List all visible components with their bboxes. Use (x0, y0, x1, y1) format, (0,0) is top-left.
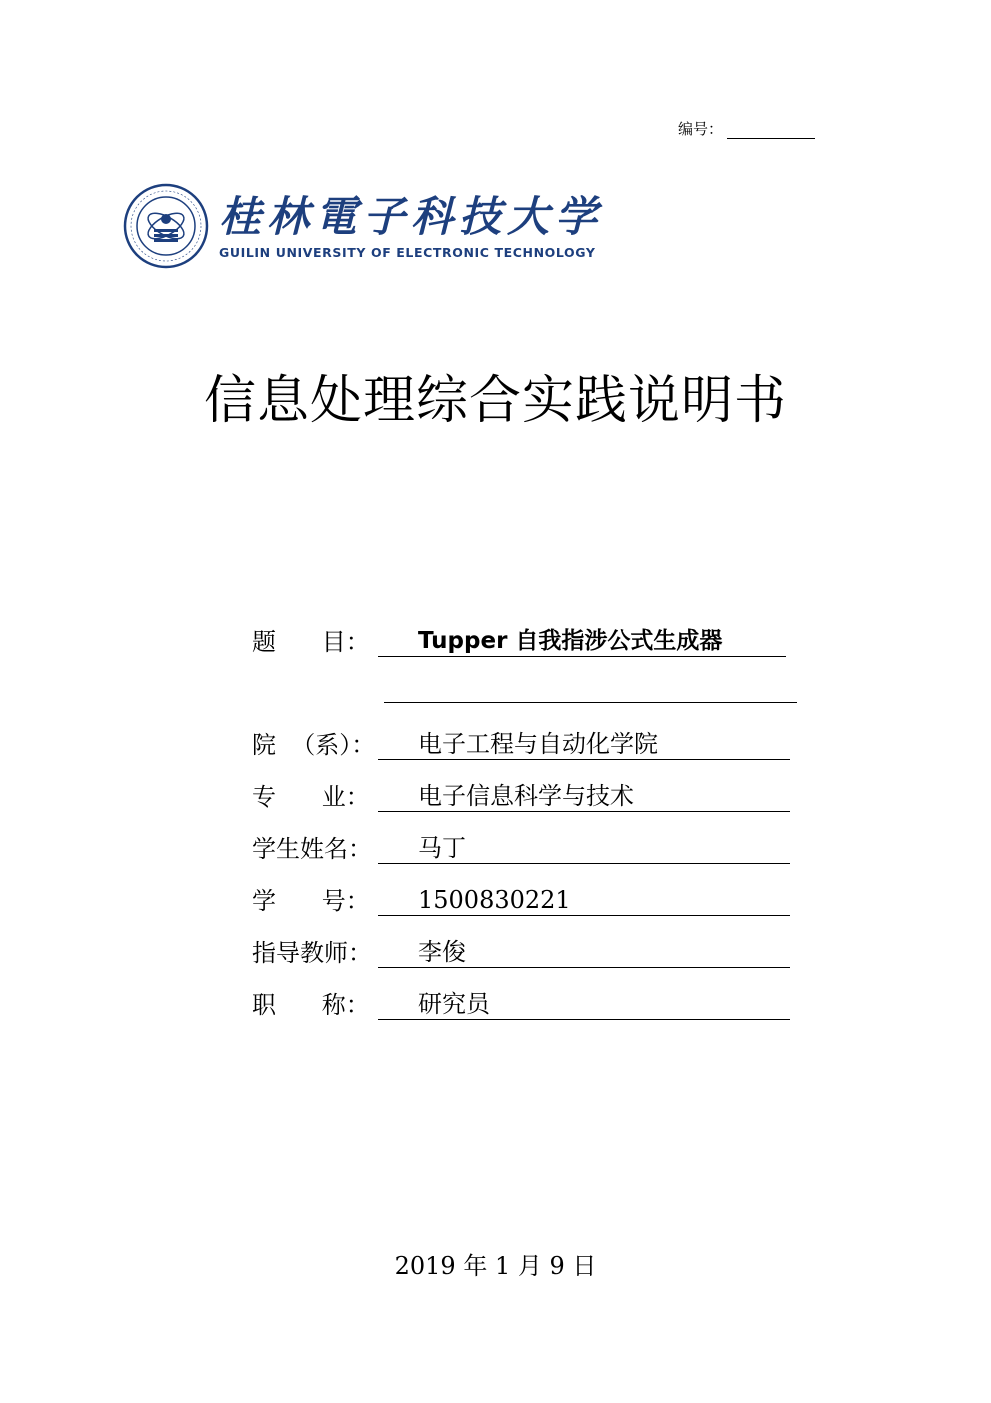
field-department-label: 院 （系）： (252, 731, 376, 759)
field-title-rank-label: 职 称： (252, 991, 370, 1019)
document-date: 2019 年 1 月 9 日 (394, 1252, 597, 1280)
field-student-name-label: 学生姓名： (252, 835, 372, 863)
logo-text (219, 193, 603, 260)
field-major-value: 电子信息科学与技术 (378, 782, 790, 812)
field-advisor (252, 933, 790, 968)
serial-label: 编号： (678, 120, 724, 138)
university-chinese-name: 桂林電子科技大学 (219, 191, 604, 241)
university-logo (123, 183, 603, 269)
field-student-id-value: 1500830221 (378, 886, 790, 916)
field-major (252, 777, 790, 812)
document-title: 信息处理综合实践说明书 (203, 371, 787, 431)
university-seal-icon (123, 183, 209, 269)
field-title-rank (252, 985, 790, 1020)
serial-blank-line (727, 120, 815, 139)
field-department (252, 725, 790, 760)
field-major-label: 专 业： (252, 783, 370, 811)
field-topic-value: Tupper 自我指涉公式生成器 (378, 627, 786, 657)
field-advisor-value: 李俊 (378, 938, 790, 968)
serial-number (678, 118, 815, 139)
field-title-rank-value: 研究员 (378, 990, 790, 1020)
university-english-name: GUILIN UNIVERSITY OF ELECTRONIC TECHNOLOGY (219, 244, 596, 260)
field-topic (252, 622, 786, 657)
field-student-id-label: 学 号： (252, 887, 370, 915)
field-student-name (252, 829, 790, 864)
field-topic-label: 题 目： (252, 628, 370, 656)
field-department-value: 电子工程与自动化学院 (378, 730, 790, 760)
field-student-id (252, 881, 790, 916)
field-topic-continuation-line (384, 702, 797, 703)
field-advisor-label: 指导教师： (252, 939, 372, 967)
field-student-name-value: 马丁 (378, 834, 790, 864)
